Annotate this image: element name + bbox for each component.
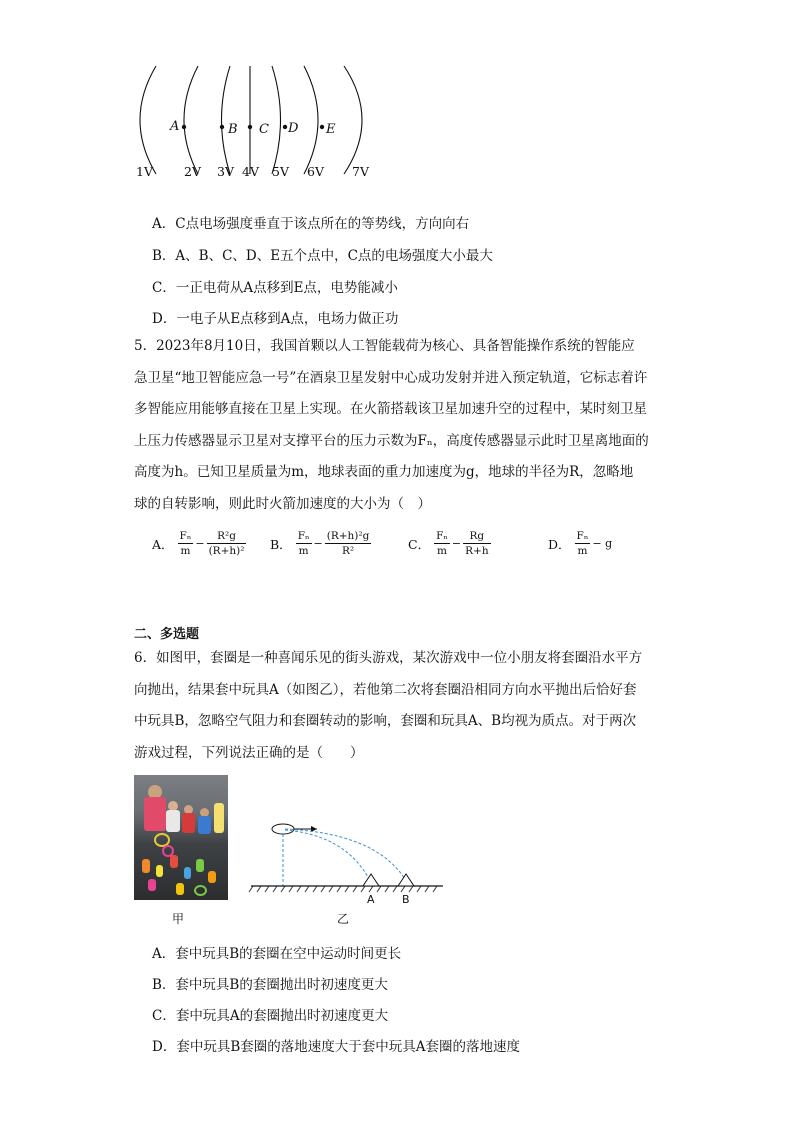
fraction: $\frac{Rg}{R+h}$ — [465, 530, 489, 557]
q6-stem — [134, 643, 664, 769]
q5-answer-d[interactable]: D． $\frac{\text{Fₙ}}{m}$ − g — [548, 530, 613, 557]
fraction: $\frac{\text{Fₙ}}{m}$ — [297, 530, 310, 557]
voltage-label-3v: 3V — [217, 164, 234, 179]
point-label-a: A — [170, 119, 180, 134]
voltage-label-7v: 7V — [352, 164, 369, 179]
q5-answer-a[interactable]: A． $\frac{\text{Fₙ}}{m}$ − $\frac{\text{R²g}}{\text{(R+h)²}}$ — [152, 530, 245, 557]
voltage-label-1v: 1V — [136, 164, 153, 179]
fraction: $\frac{\text{R²g}}{\text{(R+h)²}}$ — [208, 530, 245, 557]
fraction: $\frac{\text{Fₙ}}{m}$ — [576, 530, 589, 557]
answer-label: A． — [152, 536, 174, 552]
q6-line: 中玩具B，忽略空气阻力和套圈转动的影响，套圈和玩具A、B均视为质点。对于两次 — [134, 713, 637, 729]
equipotential-line-2v — [184, 66, 198, 174]
fraction: $\frac{\text{(R+h)²g}}{\text{R²}}$ — [326, 530, 370, 557]
equipotential-line-3v — [222, 66, 231, 174]
point-d-dot — [283, 125, 287, 129]
voltage-label-4v: 4V — [242, 164, 259, 179]
equipotential-line-6v — [304, 66, 318, 174]
equipotential-line-7v — [344, 66, 362, 174]
q5-line: 多智能应用能够直接在卫星上实现。在火箭搭载该卫星加速升空的过程中，某时刻卫星 — [134, 401, 647, 417]
q5-line: 5．2023年8月10日，我国首颗以人工智能载荷为核心、具备智能操作系统的智能应 — [134, 338, 635, 354]
answer-label: D． — [548, 536, 571, 552]
toy-a-label: A — [367, 893, 375, 906]
q6-line: 游戏过程，下列说法正确的是（ ） — [134, 744, 364, 761]
q6-option-b[interactable]: B．套中玩具B的套圈抛出时初速度更大 — [152, 977, 388, 993]
q4-option-c[interactable]: C．一正电荷从A点移到E点，电势能减小 — [152, 280, 398, 296]
fraction: $\frac{\text{Fₙ}}{m}$ — [179, 530, 192, 557]
point-label-e: E — [326, 122, 336, 137]
answer-label: B． — [270, 536, 292, 552]
equipotential-line-5v — [272, 66, 281, 174]
point-label-d: D — [288, 121, 299, 136]
q6-option-c[interactable]: C．套中玩具A的套圈抛出时初速度更大 — [152, 1008, 389, 1024]
voltage-label-5v: 5V — [272, 164, 289, 179]
figure-caption-yi: 乙 — [337, 912, 350, 926]
trajectory-b — [285, 829, 405, 879]
fraction: $\frac{\text{Fₙ}}{m}$ — [436, 530, 448, 557]
equipotential-figure — [130, 62, 380, 182]
answer-label: C． — [408, 536, 431, 552]
toy-b-label: B — [402, 893, 410, 906]
section-title: 二、多选题 — [134, 627, 200, 642]
q6-option-d[interactable]: D．套中玩具B套圈的落地速度大于套中玩具A套圈的落地速度 — [152, 1039, 520, 1055]
point-a-dot — [182, 125, 186, 129]
toy-b — [398, 874, 414, 886]
ring-toss-photo — [134, 775, 228, 900]
q5-line: 急卫星“地卫智能应急一号”在酒泉卫星发射中心成功发射并进入预定轨道，它标志着许 — [134, 369, 648, 386]
q4-option-b[interactable]: B．A、B、C、D、E五个点中，C点的电场强度大小最大 — [152, 248, 493, 264]
q5-answer-b[interactable]: B． $\frac{\text{Fₙ}}{m}$ − $\frac{\text{(R+h)²g}}{\text{R²}}$ — [270, 530, 370, 557]
point-b-dot — [220, 125, 224, 129]
toy-a — [363, 874, 379, 886]
voltage-label-2v: 2V — [184, 164, 201, 179]
q4-option-a[interactable]: A．C点电场强度垂直于该点所在的等势线，方向向右 — [152, 216, 470, 232]
q6-line: 向抛出，结果套中玩具A（如图乙），若他第二次将套圈沿相同方向水平抛出后恰好套 — [134, 681, 637, 698]
q5-line: 上压力传感器显示卫星对支撑平台的压力示数为Fₙ，高度传感器显示此时卫星离地面的 — [134, 432, 649, 449]
point-e-dot — [320, 125, 324, 129]
q5-line: 球的自转影响，则此时火箭加速度的大小为（ ） — [134, 495, 431, 512]
point-c-dot — [248, 125, 252, 129]
q5-stem — [134, 331, 664, 520]
figure-caption-jia: 甲 — [172, 912, 185, 926]
trajectory-diagram — [245, 815, 450, 910]
voltage-label-6v: 6V — [307, 164, 324, 179]
trajectory-a — [285, 830, 369, 879]
q6-option-a[interactable]: A．套中玩具B的套圈在空中运动时间更长 — [152, 946, 402, 962]
point-label-c: C — [259, 122, 269, 137]
q5-line: 高度为h。已知卫星质量为m，地球表面的重力加速度为g，地球的半径为R，忽略地 — [134, 464, 634, 480]
point-label-b: B — [228, 122, 238, 137]
equipotential-line-1v — [140, 66, 156, 174]
q5-answer-c[interactable]: C． $\frac{\text{Fₙ}}{m}$ − $\frac{Rg}{R+h}$ — [408, 530, 489, 557]
q6-line: 6．如图甲，套圈是一种喜闻乐见的街头游戏，某次游戏中一位小朋友将套圈沿水平方 — [134, 650, 643, 666]
q4-option-d[interactable]: D．一电子从E点移到A点，电场力做正功 — [152, 311, 399, 327]
